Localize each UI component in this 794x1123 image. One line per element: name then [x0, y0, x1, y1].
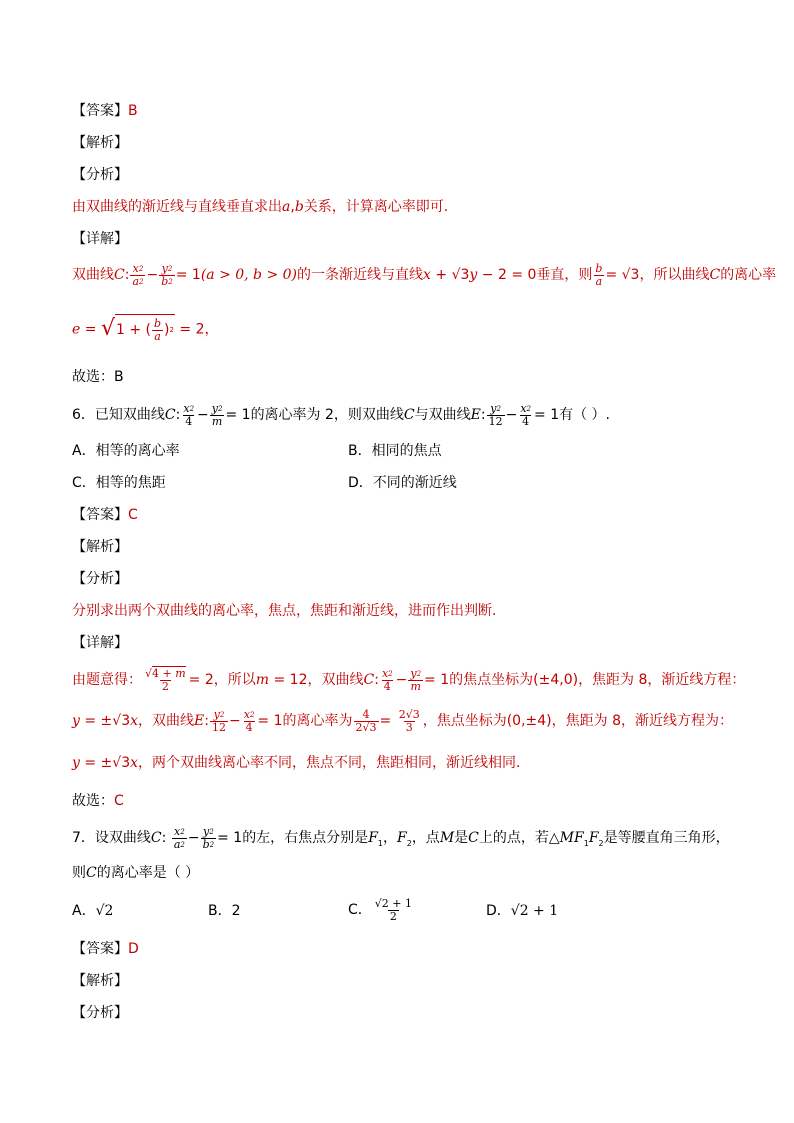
q5-answer-line [72, 102, 138, 120]
q7-option-c: C． $\frac{√2 + 1}{2}$ [348, 896, 412, 923]
q6-d1-d: 的焦点坐标为 [449, 672, 534, 688]
q7-stem-6: 是等腰直角三角形， [603, 830, 730, 846]
q6-d2-b: 的离心率为 [282, 713, 353, 729]
q7-option-a: A．√2 [72, 903, 114, 919]
q6-stem-2: 的离心率为 2，则双曲线 [250, 407, 404, 423]
q5-detail-text-4: ，所以曲线 [639, 267, 710, 283]
q6-detail-line-3: y = ±√3x，两个双曲线离心率不同，焦点不同，焦距相同，渐近线相同. [72, 755, 521, 771]
q5-analysis-label: 【解析】 [72, 135, 128, 151]
q5-detail-label: 【详解】 [72, 231, 128, 247]
q6-conclude [72, 792, 124, 810]
q5-math-ab: a [282, 199, 291, 215]
q6-stem-1: 6．已知双曲线 [72, 407, 165, 423]
q5-fenxi-text-2: 关系，计算离心率即可. [303, 199, 449, 215]
q7-stem-8: 的离心率是（ ） [96, 865, 200, 881]
answer-label: 【答案】 [72, 103, 128, 119]
q7-stem-3: ，点 [411, 830, 440, 846]
q6-option-b: B．相同的焦点 [348, 443, 442, 459]
sqrt-icon: √ 1 + ( $\frac{b}{a}$ )$^2$ [101, 314, 175, 345]
q5-detail-text-5: 的离心率 [720, 267, 777, 283]
q6-fenxi-label: 【分析】 [72, 571, 128, 587]
q7-stem-7: 则 [72, 865, 86, 881]
q5-detail-text-3: 垂直，则 [536, 267, 593, 283]
q6-detail-label: 【详解】 [72, 635, 128, 651]
q5-detail-line-1: 双曲线C: $\frac{x^2}{a^2}$ − $\frac{y^2}{b^2}$ = 1(a > 0, b > 0)的一条渐近线与直线x + √3y − 2 = 0垂直，则 $\frac{b}{a}$ = √3，所以曲线C的离心率 [72, 261, 777, 288]
answer-label: 【答案】 [72, 507, 128, 523]
q6-detail-line-1: 由题意得： $\frac{√4 + m}{2}$ = 2，所以m = 12，双曲线C: $\frac{x^2}{4}$ − $\frac{y^2}{m}$ = 1的焦点坐标为(±4,0)，焦距为 8，渐近线方程： [72, 666, 746, 693]
q5-frac-ba: $\frac{b}{a}$ [595, 261, 603, 288]
q5-frac-y2b2: $\frac{y^2}{b^2}$ [161, 261, 173, 288]
q5-eccentricity-formula: e = √ 1 + ( $\frac{b}{a}$ )$^2$ = 2， [72, 314, 219, 345]
q6-d3-a: ，两个双曲线离心率不同，焦点不同，焦距相同，渐近线相同. [138, 755, 521, 771]
q7-stem-1: 7．设双曲线 [72, 830, 151, 846]
q6-d1-b: ，所以 [213, 672, 256, 688]
q6-detail-line-2: y = ±√3x，双曲线E: $\frac{y^2}{12}$ − $\frac{x^2}{4}$ = 1的离心率为 $\frac{4}{2√3}$ = $\frac{2√3}{3}$ ，焦点坐标为(0,±4)，焦距为 8，渐近线方程为： [72, 707, 733, 734]
answer-label: 【答案】 [72, 941, 128, 957]
q6-stem: 6．已知双曲线C: $\frac{x^2}{4}$ − $\frac{y^2}{m}$ = 1的离心率为 2，则双曲线C与双曲线E: $\frac{y^2}{12}$ − $\frac{x^2}{4}$ = 1有（ ）. [72, 401, 611, 428]
q7-stem-2: 的左，右焦点分别是 [242, 830, 369, 846]
q6-stem-3: 与双曲线 [414, 407, 471, 423]
q7-option-c-label: C． [348, 902, 372, 918]
q5-detail-text-2: 的一条渐近线与直线 [297, 267, 424, 283]
q6-d2-c: ，焦点坐标为 [422, 713, 507, 729]
q6-fenxi-text: 分别求出两个双曲线的离心率，焦点，焦距和渐近线，进而作出判断. [72, 603, 497, 619]
q5-frac-x2a2: $\frac{x^2}{a^2}$ [132, 261, 144, 288]
q6-d1-e: ，焦距为 8，渐近线方程： [578, 672, 746, 688]
q7-option-d-label: D． [486, 903, 511, 919]
q5-fenxi-label: 【分析】 [72, 167, 128, 183]
q5-fenxi-text-1: 由双曲线的渐近线与直线垂直求出 [72, 199, 282, 215]
q6-conclude-label: 故选： [72, 793, 114, 809]
q7-stem-4: 是 [454, 830, 469, 846]
q7-option-b: B．2 [208, 903, 241, 919]
answer-value: C [128, 507, 138, 523]
q5-detail-text-1: 双曲线 [72, 267, 114, 283]
q6-d1-c: ，双曲线 [307, 672, 364, 688]
q6-d2-a: ，双曲线 [138, 713, 195, 729]
q7-option-d: D．√2 + 1 [486, 903, 559, 919]
q5-conclude: 故选：B [72, 369, 124, 385]
q6-option-c: C．相等的焦距 [72, 475, 166, 491]
q6-option-d: D．不同的渐近线 [348, 475, 457, 491]
q6-d1-a: 由题意得： [72, 672, 142, 688]
q5-fenxi-text: 由双曲线的渐近线与直线垂直求出a,b关系，计算离心率即可. [72, 199, 449, 215]
q7-option-a-label: A． [72, 903, 96, 919]
q6-answer-line [72, 506, 138, 524]
answer-value: D [128, 941, 139, 957]
q7-stem-line-1: 7．设双曲线C: $\frac{x^2}{a^2}$ − $\frac{y^2}{b^2}$ = 1的左，右焦点分别是$F_1$，$F_2$，点M是C上的点，若$\triangle MF_1F_2$是等腰直角三角形， [72, 824, 730, 851]
q7-answer-line [72, 940, 139, 958]
q7-stem-line-2: 则C的离心率是（ ） [72, 865, 200, 881]
q6-conclude-value: C [114, 793, 124, 809]
q7-fenxi-label: 【分析】 [72, 1005, 128, 1021]
q6-analysis-label: 【解析】 [72, 539, 128, 555]
q7-stem-5: 上的点，若 [478, 830, 549, 846]
q7-analysis-label: 【解析】 [72, 973, 128, 989]
q6-option-a: A．相等的离心率 [72, 443, 180, 459]
q6-stem-4: 有（ ）. [559, 407, 611, 423]
answer-value: B [128, 103, 138, 119]
q6-d2-d: ，焦距为 8，渐近线方程为： [551, 713, 733, 729]
